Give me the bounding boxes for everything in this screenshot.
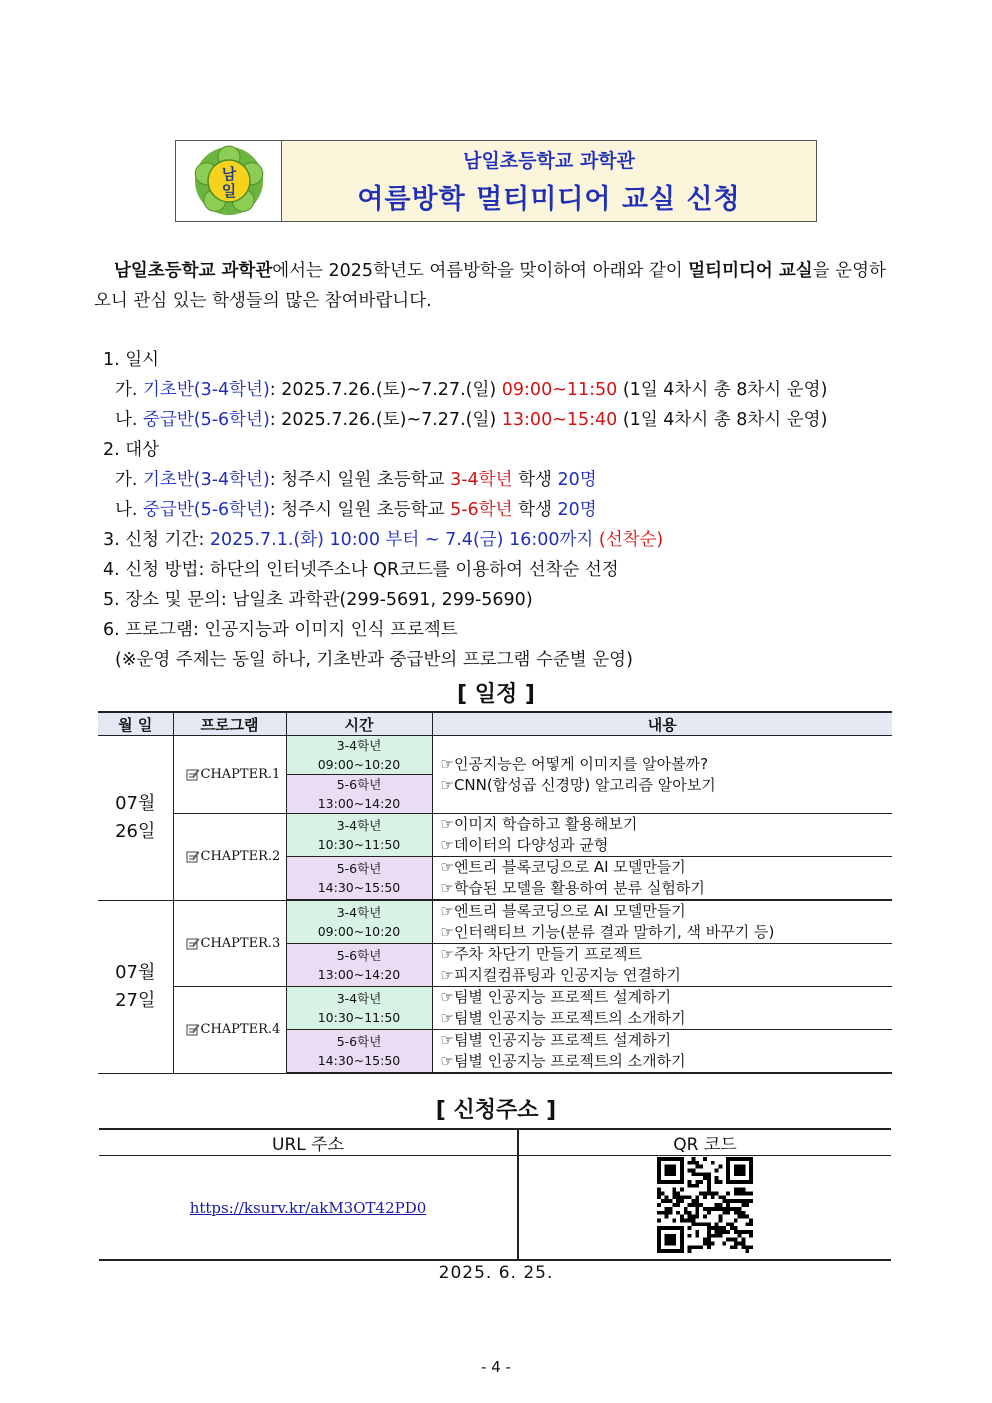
title-cell: [282, 141, 816, 221]
table-row: [98, 987, 892, 1030]
header-content: 내용: [432, 712, 892, 736]
schedule-header-row: [98, 712, 892, 736]
school-emblem-icon: [191, 144, 267, 218]
address-table: [99, 1128, 891, 1261]
list-item-period: 3. 신청 기간: 2025.7.1.(화) 10:00 부터 ~ 7.4(금) 16:00까지 (선착순): [103, 530, 664, 550]
qr-cell: [518, 1156, 891, 1261]
content-cell: ☞엔트리 블록코딩으로 AI 모델만들기 ☞인터랙티브 기능(분류 결과 말하기, 색 바꾸기 등): [432, 900, 892, 944]
content-cell: ☞이미지 학습하고 활용해보기 ☞데이터의 다양성과 균형: [432, 814, 892, 857]
page-number: - 4 -: [481, 1358, 511, 1376]
header-time: 시간: [286, 712, 432, 736]
intro-text-2: 을 운영하오니 관심 있는 학생들의 많은 참여바랍니다.: [94, 261, 886, 311]
time-cell: 5-6학년 13:00~14:20: [286, 944, 432, 987]
logo-text-top: 남: [221, 165, 236, 183]
list-item-schedule-intermediate: 나. 중급반(5-6학년): 2025.7.26.(토)~7.27.(일) 13:00~15:40 (1일 4차시 총 8차시 운영): [115, 410, 828, 430]
table-row: [98, 814, 892, 857]
document-title: 여름방학 멀티미디어 교실 신청: [357, 184, 741, 215]
date-cell-day1: 07월 26일: [98, 736, 173, 901]
document-date: 2025. 6. 25.: [438, 1263, 554, 1283]
url-header: URL 주소: [99, 1129, 518, 1156]
content-cell: ☞주차 차단기 만들기 프로젝트 ☞피지컬컴퓨팅과 인공지능 연결하기: [432, 944, 892, 987]
table-row: [98, 900, 892, 944]
chapter-cell: CHAPTER.3: [173, 900, 286, 987]
application-url-link[interactable]: https://ksurv.kr/akM3OT42PD0: [189, 1198, 427, 1217]
document-subtitle: 남일초등학교 과학관: [463, 150, 635, 172]
list-item-schedule: 1. 일시: [103, 350, 160, 370]
qr-header: QR 코드: [518, 1129, 891, 1156]
pencil-memo-icon: [186, 850, 200, 863]
logo-cell: [176, 141, 282, 221]
list-item-schedule-basic: 가. 기초반(3-4학년): 2025.7.26.(토)~7.27.(일) 09:00~11:50 (1일 4차시 총 8차시 운영): [115, 380, 828, 400]
time-cell: 5-6학년 13:00~14:20: [286, 775, 432, 814]
intro-highlight: 멀티미디어 교실: [688, 261, 813, 281]
list-item-program-note: (※운영 주제는 동일 하나, 기초반과 중급반의 프로그램 수준별 운영): [115, 650, 633, 670]
time-cell: 3-4학년 09:00~10:20: [286, 736, 432, 775]
chapter-cell: CHAPTER.2: [173, 814, 286, 901]
pencil-memo-icon: [186, 1023, 200, 1036]
url-cell: [99, 1156, 518, 1261]
content-cell: ☞인공지능은 어떻게 이미지를 알아볼까? ☞CNN(합성곱 신경망) 알고리즘 알아보기: [432, 736, 892, 814]
content-cell: ☞팀별 인공지능 프로젝트 설계하기 ☞팀별 인공지능 프로젝트의 소개하기: [432, 987, 892, 1030]
list-item-method: 4. 신청 방법: 하단의 인터넷주소나 QR코드를 이용하여 선착순 선정: [103, 560, 619, 580]
address-title: [ 신청주소 ]: [435, 1098, 557, 1123]
time-cell: 5-6학년 14:30~15:50: [286, 1030, 432, 1074]
time-cell: 3-4학년 09:00~10:20: [286, 900, 432, 944]
schedule-table: [98, 711, 892, 1074]
intro-paragraph: [94, 256, 894, 316]
schedule-title: [ 일정 ]: [457, 682, 535, 707]
header-program: 프로그램: [173, 712, 286, 736]
list-item-target: 2. 대상: [103, 440, 160, 460]
time-cell: 5-6학년 14:30~15:50: [286, 857, 432, 901]
content-cell: ☞팀별 인공지능 프로젝트 설계하기 ☞팀별 인공지능 프로젝트의 소개하기: [432, 1030, 892, 1074]
logo-text-bottom: 일: [221, 182, 236, 200]
date-cell-day2: 07월 27일: [98, 900, 173, 1073]
table-row: [98, 736, 892, 775]
time-cell: 3-4학년 10:30~11:50: [286, 987, 432, 1030]
chapter-cell: CHAPTER.4: [173, 987, 286, 1074]
title-box: [175, 140, 817, 222]
header-date: 월 일: [98, 712, 173, 736]
list-item-place: 5. 장소 및 문의: 남일초 과학관(299-5691, 299-5690): [103, 590, 533, 610]
qr-code-icon[interactable]: [657, 1157, 753, 1253]
chapter-cell: CHAPTER.1: [173, 736, 286, 814]
time-cell: 3-4학년 10:30~11:50: [286, 814, 432, 857]
pencil-memo-icon: [186, 937, 200, 950]
list-item-target-intermediate: 나. 중급반(5-6학년): 청주시 일원 초등학교 5-6학년 학생 20명: [115, 500, 597, 520]
intro-text-1: 에서는 2025학년도 여름방학을 맞이하여 아래와 같이: [272, 261, 689, 281]
intro-school: 남일초등학교 과학관: [114, 261, 273, 281]
list-item-program: 6. 프로그램: 인공지능과 이미지 인식 프로젝트: [103, 620, 458, 640]
content-cell: ☞엔트리 블록코딩으로 AI 모델만들기 ☞학습된 모델을 활용하여 분류 실험하기: [432, 857, 892, 901]
info-list: [103, 345, 923, 675]
list-item-target-basic: 가. 기초반(3-4학년): 청주시 일원 초등학교 3-4학년 학생 20명: [115, 470, 597, 490]
pencil-memo-icon: [186, 768, 200, 781]
